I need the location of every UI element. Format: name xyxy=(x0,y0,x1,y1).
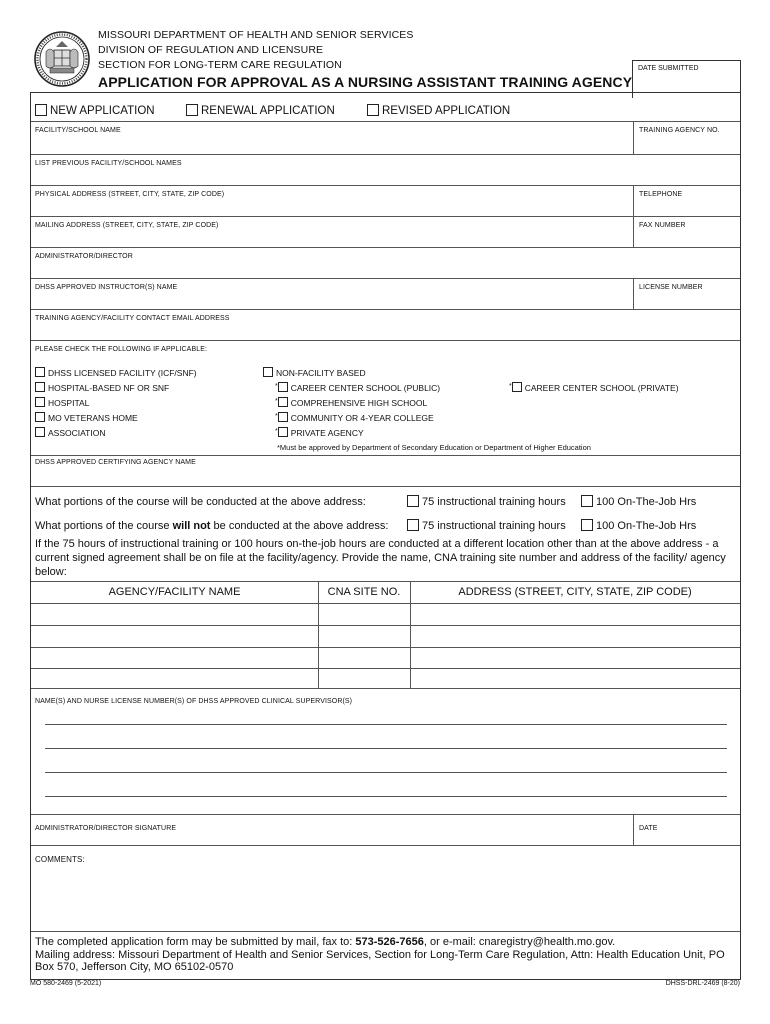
comments-label: COMMENTS: xyxy=(35,855,85,864)
divider xyxy=(633,122,634,154)
supervisor-line[interactable] xyxy=(45,772,727,773)
renewal-application-option[interactable] xyxy=(186,104,335,117)
checkbox[interactable] xyxy=(35,382,45,392)
supervisor-line[interactable] xyxy=(45,748,727,749)
missouri-seal-icon xyxy=(33,30,91,88)
divider xyxy=(633,186,634,216)
option-label: CAREER CENTER SCHOOL (PRIVATE) xyxy=(524,383,679,393)
option-label: 100 On-The-Job Hrs xyxy=(596,496,697,508)
option-label: PRIVATE AGENCY xyxy=(290,428,364,438)
physical-address-label: PHYSICAL ADDRESS (STREET, CITY, STATE, ZIP CODE) xyxy=(35,191,225,198)
non-facility-option[interactable] xyxy=(263,367,366,378)
course-at-address-question xyxy=(35,496,366,508)
table-row[interactable] xyxy=(31,647,740,668)
option-label: ASSOCIATION xyxy=(48,428,106,438)
instructor-row[interactable] xyxy=(31,279,740,310)
application-type-row xyxy=(31,93,740,122)
previous-names-label: LIST PREVIOUS FACILITY/SCHOOL NAMES xyxy=(35,160,182,167)
email-row[interactable] xyxy=(31,310,740,341)
checkbox[interactable] xyxy=(407,495,419,507)
section-name: SECTION FOR LONG-TERM CARE REGULATION xyxy=(98,59,342,71)
form-title: APPLICATION FOR APPROVAL AS A NURSING ASSISTANT TRAINING AGENCY xyxy=(98,74,633,90)
approval-note: *Must be approved by Department of Secondary Education or Department of Higher Education xyxy=(277,443,591,452)
form-number-left: MO 580-2469 (5-2021) xyxy=(30,980,102,987)
at-address-75-option[interactable] xyxy=(407,495,566,508)
form-number-right: DHSS-DRL-2469 (8-20) xyxy=(665,980,740,987)
question-emphasis: will not xyxy=(172,520,211,532)
table-header-row xyxy=(31,581,740,603)
col-cna-site: CNA SITE NO. xyxy=(327,586,401,598)
agency-lines xyxy=(98,28,414,73)
checkbox[interactable] xyxy=(581,519,593,531)
instructor-label: DHSS APPROVED INSTRUCTOR(S) NAME xyxy=(35,284,178,291)
private-agency-option[interactable] xyxy=(275,427,364,438)
fax-label: FAX NUMBER xyxy=(639,222,686,229)
new-application-checkbox[interactable] xyxy=(35,104,47,116)
mailing-address-label: MAILING ADDRESS (STREET, CITY, STATE, ZIP CODE) xyxy=(35,222,219,229)
checkbox[interactable] xyxy=(278,382,288,392)
form-header xyxy=(30,26,740,94)
table-row[interactable] xyxy=(31,668,740,689)
fax-number: 573-526-7656 xyxy=(355,936,424,948)
table-divider xyxy=(410,581,411,689)
checkbox[interactable] xyxy=(35,367,45,377)
career-private-option[interactable] xyxy=(509,382,679,393)
at-address-100-option[interactable] xyxy=(581,495,696,508)
table-row[interactable] xyxy=(31,625,740,647)
revised-application-option[interactable] xyxy=(367,104,510,117)
administrator-row[interactable] xyxy=(31,248,740,279)
hospital-based-option[interactable] xyxy=(35,382,169,393)
agency-no-label: TRAINING AGENCY NO. xyxy=(639,127,720,134)
course-not-at-address-question xyxy=(35,520,388,532)
question-text: be conducted at the above address: xyxy=(210,520,389,532)
divider xyxy=(633,279,634,309)
high-school-option[interactable] xyxy=(275,397,427,408)
veterans-home-option[interactable] xyxy=(35,412,138,423)
col-address: ADDRESS (STREET, CITY, STATE, ZIP CODE) xyxy=(458,586,692,598)
signature-row[interactable] xyxy=(31,815,740,846)
previous-names-row[interactable] xyxy=(31,155,740,186)
mailing-address-row[interactable] xyxy=(31,217,740,248)
supervisors-label: NAME(S) AND NURSE LICENSE NUMBER(S) OF DHSS APPROVED CLINICAL SUPERVISOR(S) xyxy=(35,698,353,705)
divider xyxy=(633,217,634,247)
option-label: 100 On-The-Job Hrs xyxy=(596,520,697,532)
table-divider xyxy=(318,581,319,689)
date-submitted-label: DATE SUBMITTED xyxy=(638,65,699,72)
col-agency-name: AGENCY/FACILITY NAME xyxy=(108,586,241,598)
checkbox[interactable] xyxy=(263,367,273,377)
asterisk: * xyxy=(275,413,278,420)
new-application-option[interactable] xyxy=(35,104,155,117)
option-label: COMPREHENSIVE HIGH SCHOOL xyxy=(290,398,428,408)
mailing-address-info: Mailing address: Missouri Department of Health and Senior Services, Section for Long-Term Care Regulation, Attn: Health Education Unit, PO Box 570, Jefferson City, MO 65102-0570 xyxy=(35,948,725,973)
asterisk: * xyxy=(509,383,512,390)
option-label: 75 instructional training hours xyxy=(422,520,566,532)
application-form xyxy=(30,92,741,980)
question-text: What portions of the course xyxy=(35,520,173,532)
check-following-label: PLEASE CHECK THE FOLLOWING IF APPLICABLE: xyxy=(35,346,208,353)
comments-row[interactable] xyxy=(31,846,740,932)
checkbox[interactable] xyxy=(407,519,419,531)
association-option[interactable] xyxy=(35,427,105,438)
checkbox[interactable] xyxy=(512,382,522,392)
renewal-application-label: RENEWAL APPLICATION xyxy=(201,105,335,117)
revised-application-checkbox[interactable] xyxy=(367,104,379,116)
department-name: MISSOURI DEPARTMENT OF HEALTH AND SENIOR SERVICES xyxy=(98,29,414,41)
checkbox[interactable] xyxy=(581,495,593,507)
new-application-label: NEW APPLICATION xyxy=(50,105,155,117)
date-label: DATE xyxy=(639,825,658,832)
division-name: DIVISION OF REGULATION AND LICENSURE xyxy=(98,44,324,56)
checkbox[interactable] xyxy=(35,397,45,407)
submission-email: , or e-mail: cnaregistry@health.mo.gov. xyxy=(423,936,616,948)
option-label: HOSPITAL xyxy=(48,398,90,408)
certifying-agency-row[interactable] xyxy=(31,456,740,487)
checkbox[interactable] xyxy=(35,427,45,437)
telephone-label: TELEPHONE xyxy=(639,191,683,198)
asterisk: * xyxy=(275,398,278,405)
option-label: NON-FACILITY BASED xyxy=(276,368,366,378)
physical-address-row[interactable] xyxy=(31,186,740,217)
checkbox[interactable] xyxy=(278,427,288,437)
supervisors-section xyxy=(31,690,740,815)
renewal-application-checkbox[interactable] xyxy=(186,104,198,116)
submission-line xyxy=(35,936,740,949)
option-label: COMMUNITY OR 4-YEAR COLLEGE xyxy=(290,413,434,423)
not-at-address-100-option[interactable] xyxy=(581,519,696,532)
facility-name-label: FACILITY/SCHOOL NAME xyxy=(35,127,121,134)
facility-type-section xyxy=(31,341,740,456)
revised-application-label: REVISED APPLICATION xyxy=(382,105,511,117)
option-label: DHSS LICENSED FACILITY (ICF/SNF) xyxy=(48,368,197,378)
alternate-location-instructions: If the 75 hours of instructional training or 100 hours on-the-job hours are conducted at a different location other than at the above address - a current signed agreement shall be on file at the facility/agency. Provide the name, CNA training site number and address of the facility/ agency below: xyxy=(35,538,726,578)
checkbox[interactable] xyxy=(278,412,288,422)
email-label: TRAINING AGENCY/FACILITY CONTACT EMAIL ADDRESS xyxy=(35,315,230,322)
hospital-option[interactable] xyxy=(35,397,89,408)
submission-text: The completed application form may be submitted by mail, fax to: xyxy=(35,936,356,948)
table-row[interactable] xyxy=(31,603,740,625)
licensed-facility-option[interactable] xyxy=(35,367,197,378)
divider xyxy=(633,815,634,845)
checkbox[interactable] xyxy=(278,397,288,407)
asterisk: * xyxy=(275,383,278,390)
supervisor-line[interactable] xyxy=(45,796,727,797)
checkbox[interactable] xyxy=(35,412,45,422)
license-label: LICENSE NUMBER xyxy=(639,284,703,291)
question-text: What portions of the course will be conducted at the above address: xyxy=(35,496,366,508)
option-label: HOSPITAL-BASED NF OR SNF xyxy=(48,383,170,393)
facility-name-row[interactable] xyxy=(31,122,740,155)
not-at-address-75-option[interactable] xyxy=(407,519,566,532)
college-option[interactable] xyxy=(275,412,434,423)
certifying-agency-label: DHSS APPROVED CERTIFYING AGENCY NAME xyxy=(35,459,196,466)
asterisk: * xyxy=(275,428,278,435)
submission-instructions xyxy=(35,936,740,974)
option-label: 75 instructional training hours xyxy=(422,496,566,508)
option-label: MO VETERANS HOME xyxy=(48,413,138,423)
option-label: CAREER CENTER SCHOOL (PUBLIC) xyxy=(290,383,441,393)
career-public-option[interactable] xyxy=(275,382,440,393)
signature-label: ADMINISTRATOR/DIRECTOR SIGNATURE xyxy=(35,825,177,832)
supervisor-line[interactable] xyxy=(45,724,727,725)
administrator-label: ADMINISTRATOR/DIRECTOR xyxy=(35,253,133,260)
